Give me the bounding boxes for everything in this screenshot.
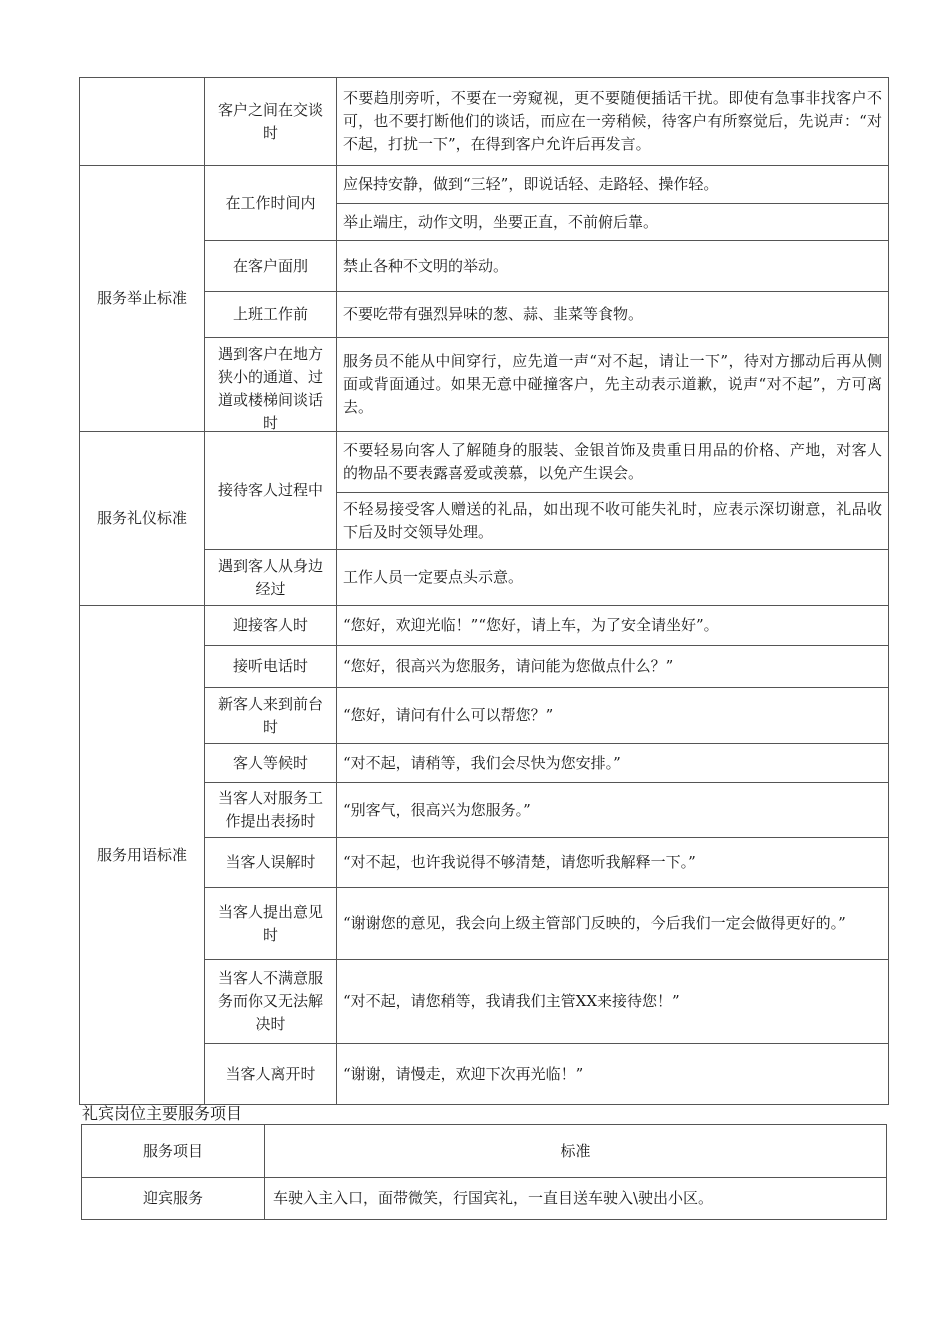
situation-cell: 当客人误解时	[205, 838, 337, 888]
situation-cell	[205, 338, 337, 432]
situation-cell: 接待客人过程中	[205, 432, 337, 550]
standard-cell: 工作人员一定要点头示意。	[337, 550, 889, 606]
standard-cell: 不要趋刖旁听，不要在一旁窥视，更不要随便插话干扰。即使有急事非找客户不可，也不要打断他们的谈话，而应在一旁稍候，待客户有所察觉后，先说声：“对不起，打扰一下”，在得到客户允许后再发言。	[337, 78, 889, 166]
situation-cell: 新客人来到前台时	[205, 688, 337, 744]
situation-cell: 当客人提出意见时	[205, 888, 337, 960]
situation-text-clipped: 遇到客户在地方狭小的通道、过道或楼梯间谈话时	[217, 345, 323, 430]
standard-cell: “谢谢您的意见，我会向上级主管部门反映的，今后我们一定会做得更好的。”	[337, 888, 889, 960]
situation-cell: 在客户面刖	[205, 241, 337, 292]
situation-cell: 上班工作前	[205, 292, 337, 338]
standard-cell: 不要轻易向客人了解随身的服装、金银首饰及贵重日用品的价格、产地，对客人的物品不要表露喜爱或羡慕，以免产生误会。	[337, 432, 889, 493]
situation-cell: 客人等候时	[205, 744, 337, 783]
table-row	[80, 432, 889, 493]
service-standards-table	[79, 77, 889, 1105]
category-etiquette: 服务礼仪标准	[80, 432, 205, 606]
situation-cell: 接听电话时	[205, 646, 337, 688]
table-row	[80, 78, 889, 166]
standard-cell: “您好，欢迎光临！”“您好，请上车，为了安全请坐好”。	[337, 606, 889, 646]
header-service-item: 服务项目	[82, 1125, 265, 1178]
category-cell-blank	[80, 78, 205, 166]
table-row	[82, 1178, 887, 1220]
standard-cell: “您好，请问有什么可以帮您？”	[337, 688, 889, 744]
standard-cell: 车驶入主入口，面带微笑，行国宾礼，一直目送车驶入\驶出小区。	[265, 1178, 887, 1220]
standard-cell: 禁止各种不文明的举动。	[337, 241, 889, 292]
header-standard: 标准	[265, 1125, 887, 1178]
standard-cell: 不要吃带有强烈异味的葱、蒜、韭菜等食物。	[337, 292, 889, 338]
standard-cell: “对不起，请稍等，我们会尽快为您安排。”	[337, 744, 889, 783]
situation-cell: 客户之间在交谈时	[205, 78, 337, 166]
standard-cell: “别客气，很高兴为您服务。”	[337, 783, 889, 838]
standard-cell: 举止端庄，动作文明，坐要正直，不前俯后靠。	[337, 204, 889, 241]
situation-cell: 当客人不满意服务而你又无法解决时	[205, 960, 337, 1044]
service-item-cell: 迎宾服务	[82, 1178, 265, 1220]
standard-cell: “对不起，请您稍等，我请我们主管XX来接待您！”	[337, 960, 889, 1044]
category-conduct: 服务举止标准	[80, 166, 205, 432]
standard-cell: “您好，很高兴为您服务，请问能为您做点什么？”	[337, 646, 889, 688]
table-row	[80, 606, 889, 646]
standard-cell: “对不起，也许我说得不够清楚，请您听我解释一下。”	[337, 838, 889, 888]
standard-cell: 应保持安静，做到“三轻”，即说话轻、走路轻、操作轻。	[337, 166, 889, 204]
service-items-table	[81, 1124, 887, 1220]
situation-cell: 遇到客人从身边经过	[205, 550, 337, 606]
table-row	[80, 166, 889, 204]
standard-cell: 服务员不能从中间穿行，应先道一声“对不起，请让一下”，待对方挪动后再从侧面或背面通过。如果无意中碰撞客户，先主动表示道歉，说声“对不起”，方可离去。	[337, 338, 889, 432]
section-title: 礼宾岗位主要服务项目	[82, 1104, 243, 1123]
situation-cell: 在工作时间内	[205, 166, 337, 241]
table-header-row	[82, 1125, 887, 1178]
situation-cell: 当客人对服务工作提出表扬时	[205, 783, 337, 838]
standard-cell: 不轻易接受客人赠送的礼品，如出现不收可能失礼时，应表示深切谢意，礼品收下后及时交领导处理。	[337, 493, 889, 550]
standard-cell: “谢谢，请慢走，欢迎下次再光临！”	[337, 1044, 889, 1105]
situation-cell: 迎接客人时	[205, 606, 337, 646]
category-language: 服务用语标准	[80, 606, 205, 1105]
situation-cell: 当客人离开时	[205, 1044, 337, 1105]
